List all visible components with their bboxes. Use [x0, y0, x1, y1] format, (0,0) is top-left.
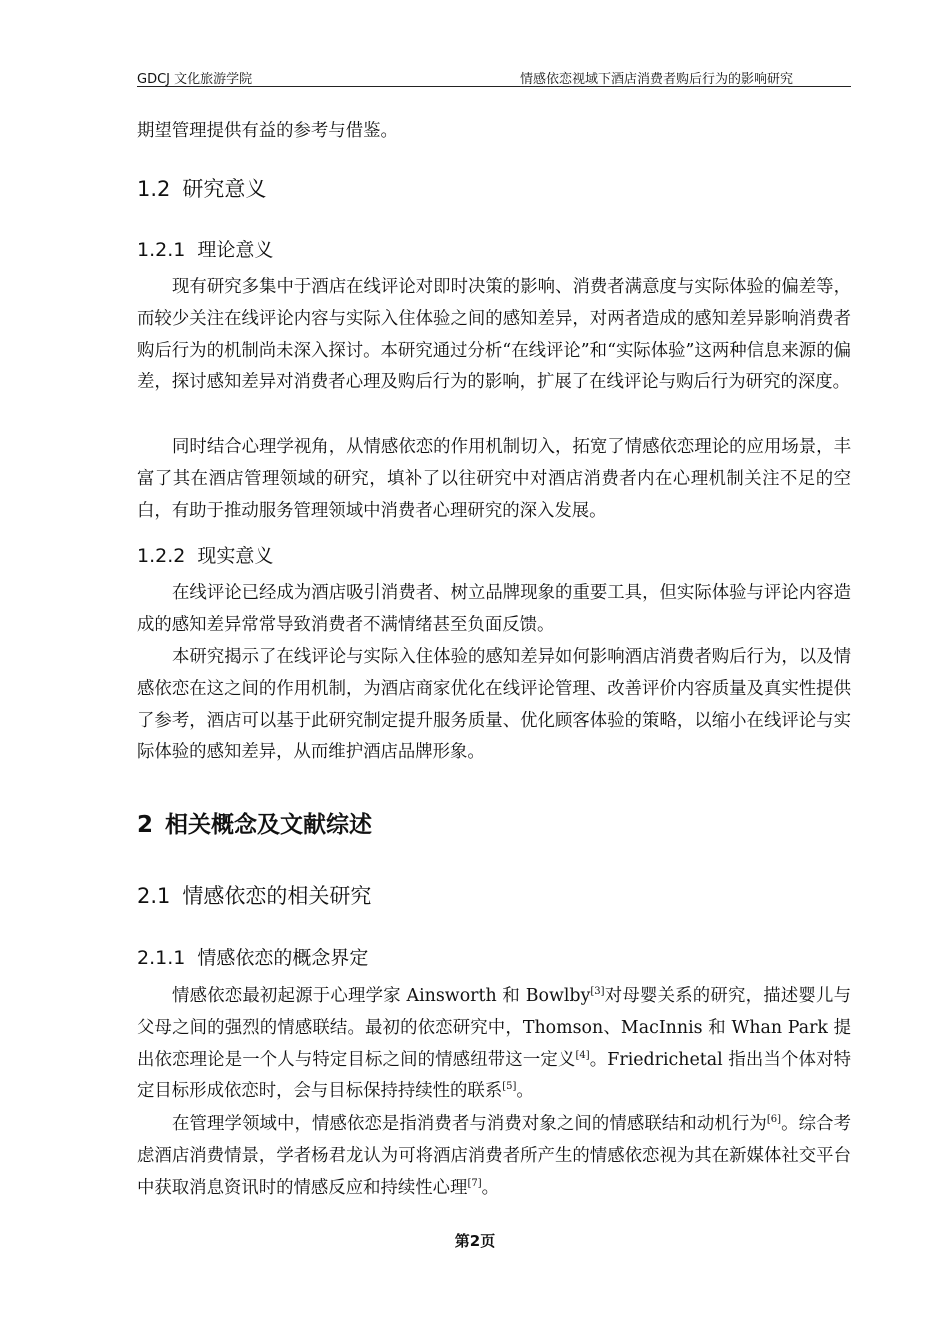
chapter-title: 相关概念及文献综述 — [165, 812, 373, 838]
paragraph-practical-2: 本研究揭示了在线评论与实际入住体验的感知差异如何影响酒店消费者购后行为，以及情感依恋在这之间的作用机制，为酒店商家优化在线评论管理、改善评价内容质量及真实性提供了参考，酒店可以基于此研究制定提升服务质量、优化顾客体验的策略，以缩小在线评论与实际体验的感知差异，从而维护酒店品牌形象。 — [137, 647, 851, 763]
chapter-number: 2 — [137, 812, 154, 838]
citation-ref: [5] — [502, 1081, 517, 1093]
heading-title: 现实意义 — [197, 545, 274, 567]
heading-1-2 — [137, 173, 851, 203]
heading-title: 情感依恋的概念界定 — [197, 947, 369, 969]
paragraph-continued: 期望管理提供有益的参考与借鉴。 — [137, 121, 398, 141]
heading-1-2-2 — [137, 541, 851, 568]
heading-1-2-1 — [137, 235, 851, 262]
heading-number: 2.1.1 — [137, 947, 186, 969]
citation-ref: [3] — [590, 986, 605, 997]
page-number: 第2页 — [454, 1232, 496, 1250]
paragraph-attachment-definition — [137, 981, 851, 1108]
paragraph-management-definition — [137, 1109, 851, 1204]
text-run: 。 — [481, 1177, 500, 1198]
text-run: 情感依恋最初起源于心理学家 Ainsworth 和 Bowlby — [172, 986, 591, 1006]
heading-number: 1.2.2 — [137, 545, 186, 567]
citation-ref: [4] — [575, 1049, 590, 1061]
header-school: GDCJ 文化旅游学院 — [137, 72, 253, 87]
heading-title: 理论意义 — [197, 239, 274, 261]
text-run: 。Friedrichetal 指出当个体对特定目标形成依恋时，会与目标保持持续性的联系 — [137, 1049, 851, 1102]
heading-title: 情感依恋的相关研究 — [182, 884, 372, 908]
text-run: 在管理学领域中，情感依恋是指消费者与消费对象之间的情感联结和动机行为 — [172, 1114, 767, 1134]
chapter-2-heading — [137, 806, 851, 839]
heading-title: 研究意义 — [182, 177, 267, 201]
citation-ref: [7] — [467, 1177, 482, 1189]
text-run: 。 — [516, 1081, 534, 1102]
heading-2-1 — [137, 880, 851, 910]
paragraph-theoretical-1: 现有研究多集中于酒店在线评论对即时决策的影响、消费者满意度与实际体验的偏差等，而较少关注在线评论内容与实际入住体验之间的感知差异，对两者造成的感知差异影响消费者购后行为的机制尚未深入探讨。本研究通过分析“在线评论”和“实际体验”这两种信息来源的偏差，探讨感知差异对消费者心理及购后行为的影响，扩展了在线评论与购后行为研究的深度。 — [137, 277, 851, 393]
header-thesis-title: 情感依恋视域下酒店消费者购后行为的影响研究 — [519, 72, 793, 87]
heading-number: 1.2 — [137, 177, 171, 201]
text-run: 对母婴关系的研究，描述婴儿与父母之间的强烈的情感联结。最初的依恋研究中，Thomson、MacInnis 和 Whan Park 提出依恋理论是一个人与特定目标之间的情感纽带这一定义 — [137, 986, 851, 1070]
heading-number: 2.1 — [137, 884, 171, 908]
paragraph-practical-1: 在线评论已经成为酒店吸引消费者、树立品牌现象的重要工具，但实际体验与评论内容造成的感知差异常常导致消费者不满情绪甚至负面反馈。 — [137, 583, 851, 635]
citation-ref: [6] — [766, 1114, 781, 1125]
text-run: 。综合考虑酒店消费情景，学者杨君龙认为可将酒店消费者所产生的情感依恋视为其在新媒体社交平台中获取消息资讯时的情感反应和持续性心理 — [137, 1114, 851, 1198]
heading-number: 1.2.1 — [137, 239, 186, 261]
heading-2-1-1 — [137, 943, 851, 970]
running-header — [137, 66, 851, 87]
paragraph-theoretical-2: 同时结合心理学视角，从情感依恋的作用机制切入，拓宽了情感依恋理论的应用场景，丰富了其在酒店管理领域的研究，填补了以往研究中对酒店消费者内在心理机制关注不足的空白，有助于推动服务管理领域中消费者心理研究的深入发展。 — [137, 437, 851, 521]
